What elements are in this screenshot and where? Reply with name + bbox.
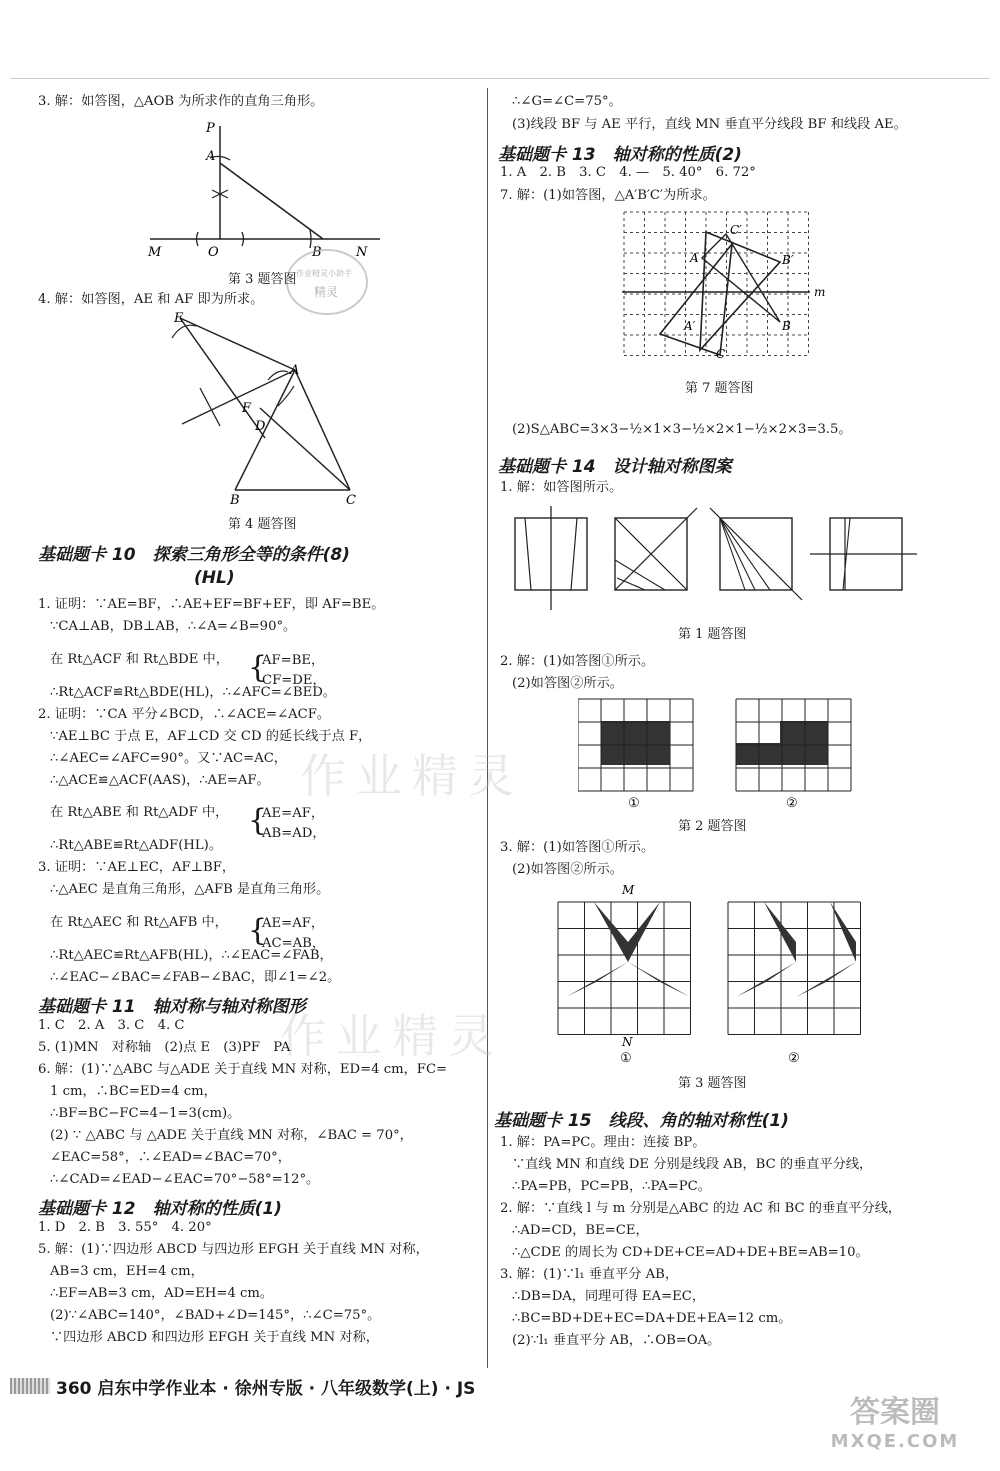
footer-text: 360 启东中学作业本 · 徐州专版 · 八年级数学(上) · JS — [56, 1379, 476, 1399]
fig7-label-B: B — [782, 319, 791, 333]
site-logo — [810, 1387, 980, 1457]
text-line: ∴PA=PB，PC=PB，∴PA=PC。 — [512, 1179, 711, 1194]
fig14-2-mark-2: ② — [786, 796, 798, 809]
fig14-3-mark-1: ① — [620, 1051, 632, 1066]
fig4-label-A: A — [290, 363, 300, 378]
fig14-3-label-N: N — [622, 1035, 633, 1049]
fig7-label-A: A — [690, 251, 699, 265]
text-line: ∴∠CAD=∠EAD−∠EAC=70°−58°=12°。 — [50, 1172, 320, 1187]
text-line: 1. A 2. B 3. C 4. — 5. 40° 6. 72° — [500, 165, 756, 180]
section-heading: 基础题卡 10 探索三角形全等的条件(8) — [38, 545, 350, 565]
figure-14-3-grids — [556, 882, 876, 1067]
text-line: (2)∵l₁ 垂直平分 AB，∴OB=OA。 — [512, 1333, 721, 1348]
text-line: 7. 解：(1)如答图，△A′B′C′为所求。 — [500, 188, 716, 203]
text-line: 在 Rt△ABE 和 Rt△ADF 中， — [50, 805, 229, 820]
section-heading: 基础题卡 13 轴对称的性质(2) — [498, 145, 742, 165]
text-line: ∵CA⊥AB，DB⊥AB，∴∠A=∠B=90°。 — [50, 619, 297, 634]
section-heading: (HL) — [194, 568, 235, 588]
text-line: 1 cm，∴BC=ED=4 cm， — [50, 1084, 217, 1099]
fig14-3-mark-2: ② — [788, 1051, 800, 1066]
text-line: ∴Rt△ACF≌Rt△BDE(HL)，∴∠AFC=∠BED。 — [50, 685, 336, 700]
text-line: (2)S△ABC=3×3−½×1×3−½×2×1−½×2×3=3.5。 — [512, 422, 852, 437]
fig3-label-A: A — [206, 149, 216, 164]
fig4-label-E: E — [174, 311, 184, 326]
text-line: ∵四边形 ABCD 和四边形 EFGH 关于直线 MN 对称， — [50, 1330, 379, 1345]
brace-line-2: AC=AB， — [262, 936, 326, 951]
text-line: 2. 解：(1)如答图①所示。 — [500, 654, 655, 669]
fig7-label-C2: C′ — [730, 223, 742, 237]
figure-caption: 第 7 题答图 — [685, 381, 754, 396]
brace-line-1: AE=AF， — [262, 806, 325, 821]
fig14-3-label-M: M — [622, 883, 635, 897]
fig3-label-M: M — [148, 245, 162, 260]
text-line: ∴∠G=∠C=75°。 — [512, 94, 622, 109]
fig4-label-F: F — [242, 401, 252, 416]
text-line: 3. 证明：∵AE⊥EC，AF⊥BF， — [38, 860, 236, 875]
section-heading: 基础题卡 12 轴对称的性质(1) — [38, 1199, 282, 1219]
top-rule — [10, 78, 990, 79]
fig14-2-mark-1: ① — [628, 796, 640, 809]
text-line: (2)如答图②所示。 — [512, 676, 623, 691]
text-line: 5. 解：(1)∵四边形 ABCD 与四边形 EFGH 关于直线 MN 对称， — [38, 1242, 429, 1257]
fig4-label-D: D — [255, 419, 266, 434]
watermark: 作业精灵 — [280, 1009, 504, 1063]
text-line: ∴BC=BD+DE+EC=DA+DE+EA=12 cm。 — [512, 1311, 792, 1326]
fig7-label-m: m — [814, 285, 826, 299]
text-line: 1. C 2. A 3. C 4. C — [38, 1018, 185, 1033]
fig4-label-B: B — [230, 493, 240, 508]
text-line: ∠EAC=58°，∴∠EAD=∠BAC=70°， — [50, 1150, 291, 1165]
text-line: (3)线段 BF 与 AE 平行，直线 MN 垂直平分线段 BF 和线段 AE。 — [512, 117, 907, 132]
text-line: ∵AE⊥BC 于点 E，AF⊥CD 交 CD 的延长线于点 F， — [50, 729, 372, 744]
logo-main: 答案圈 — [850, 1395, 940, 1430]
page-footer — [10, 1372, 570, 1400]
section-heading: 基础题卡 11 轴对称与轴对称图形 — [38, 997, 306, 1017]
text-line: AB=3 cm，EH=4 cm， — [50, 1264, 204, 1279]
fig3-label-B: B — [312, 245, 322, 260]
figure-caption: 第 2 题答图 — [678, 819, 747, 834]
stamp-line-2: 精灵 — [314, 285, 339, 299]
text-line: 1. 解：如答图所示。 — [500, 480, 623, 495]
text-line: 2. 证明：∵CA 平分∠BCD，∴∠ACE=∠ACF。 — [38, 707, 331, 722]
text-line: 5. (1)MN 对称轴 (2)点 E (3)PF PA — [38, 1040, 291, 1055]
text-line: ∴∠EAC−∠BAC=∠FAB−∠BAC，即∠1=∠2。 — [50, 970, 341, 985]
watermark: 作业精灵 — [300, 749, 524, 803]
fig4-label-C: C — [346, 493, 356, 508]
section-heading: 基础题卡 14 设计轴对称图案 — [498, 457, 732, 477]
text-line: ∴Rt△AEC≌Rt△AFB(HL)，∴∠EAC=∠FAB， — [50, 948, 333, 963]
fig3-label-O: O — [208, 245, 219, 260]
footer-barcode — [10, 1378, 50, 1394]
brace-symbol: { — [248, 650, 268, 685]
text-line: 3. 解：如答图，△AOB 为所求作的直角三角形。 — [38, 94, 324, 109]
figure-caption: 第 4 题答图 — [228, 517, 297, 532]
text-line: ∴△AEC 是直角三角形，△AFB 是直角三角形。 — [50, 882, 330, 897]
text-line: (2)如答图②所示。 — [512, 862, 623, 877]
text-line: ∴∠AEC=∠AFC=90°。又∵AC=AC， — [50, 751, 287, 766]
text-line: ∴AD=CD，BE=CE， — [512, 1223, 649, 1238]
brace-symbol: { — [248, 803, 268, 838]
brace-line-1: AE=AF， — [262, 916, 325, 931]
text-line: (2)∵∠ABC=140°，∠BAD+∠D=145°，∴∠C=75°。 — [50, 1308, 381, 1323]
brace-line-2: AB=AD， — [262, 826, 326, 841]
text-line: ∴△CDE 的周长为 CD+DE+CE=AD+DE+BE=AB=10。 — [512, 1245, 869, 1260]
fig7-label-A2: A′ — [684, 319, 696, 333]
text-line: 2. 解：∵直线 l 与 m 分别是△ABC 的边 AC 和 BC 的垂直平分线， — [500, 1201, 902, 1216]
stamp-line-1: 作业精灵小助手 — [296, 269, 352, 278]
text-line: ∴DB=DA，同理可得 EA=EC， — [512, 1289, 706, 1304]
text-line: (2) ∵ △ABC 与 △ADE 关于直线 MN 对称，∠BAC = 70°， — [50, 1128, 413, 1143]
text-line: 1. 解：PA=PC。理由：连接 BP。 — [500, 1135, 706, 1150]
fig7-label-C: C — [716, 347, 726, 361]
figure-caption: 第 3 题答图 — [678, 1076, 747, 1091]
text-line: 4. 解：如答图，AE 和 AF 即为所求。 — [38, 292, 264, 307]
figure-14-1-squares — [505, 500, 925, 615]
text-line: ∵直线 MN 和直线 DE 分别是线段 AB，BC 的垂直平分线， — [512, 1157, 873, 1172]
fig7-label-B2: B′ — [782, 253, 794, 267]
text-line: ∴Rt△ABE≌Rt△ADF(HL)。 — [50, 838, 223, 853]
logo-url: MXQE.COM — [830, 1431, 960, 1452]
brace-symbol: { — [248, 913, 268, 948]
column-divider — [487, 88, 488, 1368]
brace-line-1: AF=BE， — [262, 653, 325, 668]
figure-caption: 第 3 题答图 — [228, 272, 297, 287]
text-line: ∴△ACE≌△ACF(AAS)，∴AE=AF。 — [50, 773, 270, 788]
text-line: 1. D 2. B 3. 55° 4. 20° — [38, 1220, 212, 1235]
text-line: 1. 证明：∵AE=BF，∴AE+EF=BF+EF，即 AF=BE。 — [38, 597, 385, 612]
figure-4-left — [160, 308, 380, 508]
text-line: 3. 解：(1)∵l₁ 垂直平分 AB， — [500, 1267, 679, 1282]
text-line: 在 Rt△ACF 和 Rt△BDE 中， — [50, 652, 229, 667]
text-line: 6. 解：(1)∵△ABC 与△ADE 关于直线 MN 对称，ED=4 cm，FC= — [38, 1062, 448, 1077]
fig3-label-N: N — [356, 245, 368, 260]
text-line: ∴EF=AB=3 cm，AD=EH=4 cm。 — [50, 1286, 274, 1301]
figure-7-grid — [622, 210, 832, 375]
text-line: ∴BF=BC−FC=4−1=3(cm)。 — [50, 1106, 241, 1121]
text-line: 在 Rt△AEC 和 Rt△AFB 中， — [50, 915, 228, 930]
text-line: 3. 解：(1)如答图①所示。 — [500, 840, 655, 855]
figure-14-2-grids — [578, 697, 878, 809]
section-heading: 基础题卡 15 线段、角的轴对称性(1) — [494, 1111, 789, 1131]
brace-line-2: CF=DE， — [262, 673, 326, 688]
fig3-label-P: P — [206, 121, 215, 136]
figure-caption: 第 1 题答图 — [678, 627, 747, 642]
